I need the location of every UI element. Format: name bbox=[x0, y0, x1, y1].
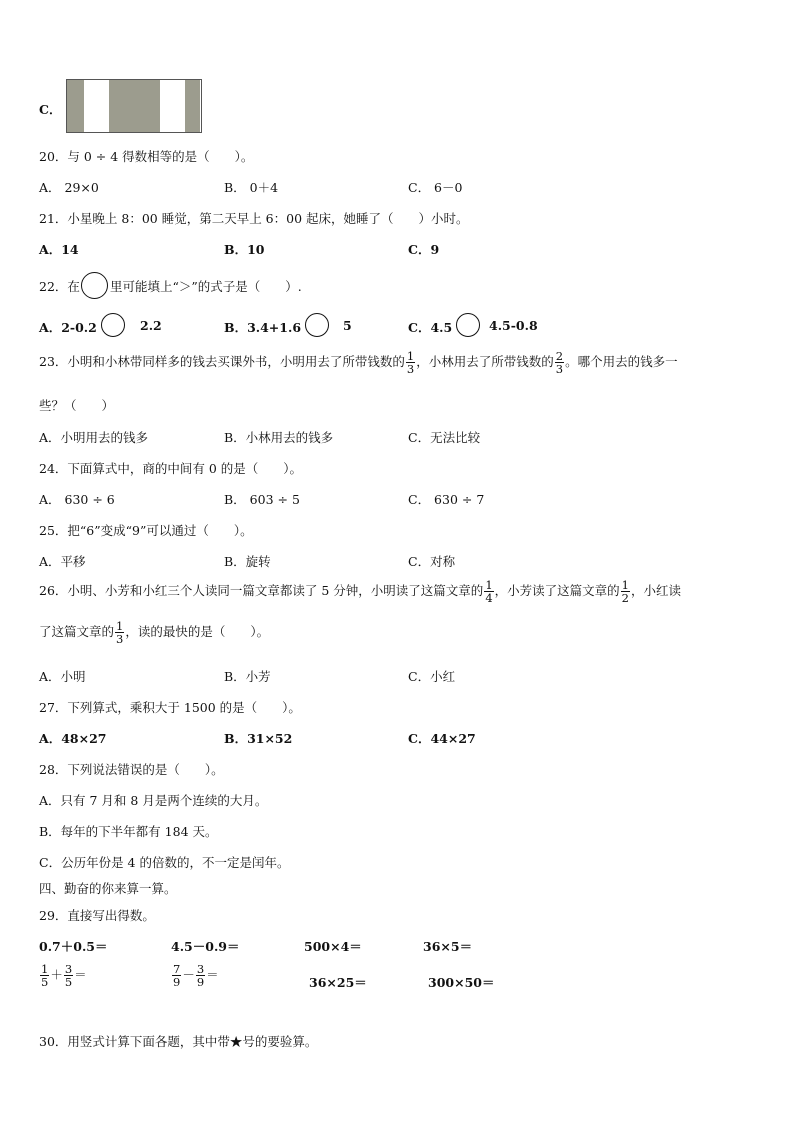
fraction-one-third: $\frac{1}{3}$ bbox=[406, 349, 415, 377]
bar-segment bbox=[67, 80, 84, 132]
q20-option-a[interactable]: A． 29×0 bbox=[39, 180, 99, 195]
shaded-bar-figure bbox=[66, 79, 202, 133]
q29-calc-5: $\frac{1}{5}$ ＋ $\frac{3}{5}$ ＝ bbox=[41, 962, 87, 990]
q22-option-c[interactable]: C．4.5 bbox=[408, 320, 453, 335]
q25-option-a[interactable]: A．平移 bbox=[39, 554, 86, 569]
section-4-title: 四、勤奋的你来算一算。 bbox=[39, 881, 177, 896]
q20-option-c[interactable]: C． 6－0 bbox=[408, 180, 463, 195]
q28-option-b[interactable]: B．每年的下半年都有 184 天。 bbox=[39, 824, 218, 839]
fraction-two-thirds: $\frac{2}{3}$ bbox=[555, 349, 564, 377]
question-29-stem: 29．直接写出得数。 bbox=[39, 908, 155, 923]
q24-option-c[interactable]: C． 630 ÷ 7 bbox=[408, 492, 485, 507]
question-24-stem: 24．下面算式中，商的中间有 0 的是（ ）。 bbox=[39, 461, 303, 476]
fraction-one-quarter: $\frac{1}{4}$ bbox=[485, 578, 493, 606]
q22-option-a-right: 2.2 bbox=[140, 318, 162, 333]
blank-circle-icon bbox=[81, 272, 108, 299]
q24-option-b[interactable]: B． 603 ÷ 5 bbox=[224, 492, 300, 507]
q29-calc-6: $\frac{7}{9}$ － $\frac{3}{9}$ ＝ bbox=[173, 962, 219, 990]
q26-option-b[interactable]: B．小芳 bbox=[224, 669, 271, 684]
bar-segment bbox=[160, 80, 185, 132]
bar-segment bbox=[185, 80, 200, 132]
bar-segment bbox=[109, 80, 160, 132]
blank-circle-icon bbox=[305, 313, 329, 337]
q23-option-a[interactable]: A．小明用去的钱多 bbox=[39, 430, 149, 445]
q27-option-a[interactable]: A．48×27 bbox=[39, 731, 107, 746]
q29-calc-2: 4.5－0.9＝ bbox=[171, 939, 240, 954]
q28-option-a[interactable]: A．只有 7 月和 8 月是两个连续的大月。 bbox=[39, 793, 268, 808]
bar-segment bbox=[84, 80, 109, 132]
q26-text-3: ，小红读 bbox=[630, 583, 681, 599]
q26-text-1: 26．小明、小芳和小红三个人读同一篇文章都读了 5 分钟，小明读了这篇文章的 bbox=[39, 583, 484, 599]
question-28-stem: 28．下列说法错误的是（ ）。 bbox=[39, 762, 224, 777]
q22-option-b-right: 5 bbox=[343, 318, 352, 333]
q27-option-b[interactable]: B．31×52 bbox=[224, 731, 293, 746]
question-20-stem: 20．与 0 ÷ 4 得数相等的是（ ）。 bbox=[39, 149, 254, 164]
question-22-stem-end: 里可能填上“＞”的式子是（ ）. bbox=[110, 279, 302, 294]
q29-calc-7: 36×25＝ bbox=[309, 975, 367, 990]
q22-option-c-right: 4.5-0.8 bbox=[489, 318, 538, 333]
q21-option-b[interactable]: B．10 bbox=[224, 242, 265, 257]
q23-option-c[interactable]: C．无法比较 bbox=[408, 430, 481, 445]
q29-calc-4: 36×5＝ bbox=[423, 939, 473, 954]
q26-text-4: 了这篇文章的 bbox=[39, 624, 115, 640]
q26-text-2: ，小芳读了这篇文章的 bbox=[494, 583, 620, 599]
blank-circle-icon bbox=[456, 313, 480, 337]
q23-text-3: 。哪个用去的钱多一 bbox=[565, 354, 678, 370]
q23-text-1: 23．小明和小林带同样多的钱去买课外书，小明用去了所带钱数的 bbox=[39, 354, 405, 370]
question-22-stem-start: 22．在 bbox=[39, 279, 80, 294]
q20-option-b[interactable]: B． 0＋4 bbox=[224, 180, 279, 195]
q23-text-2: ，小林用去了所带钱数的 bbox=[416, 354, 554, 370]
q29-calc-8: 300×50＝ bbox=[428, 975, 495, 990]
q21-option-c[interactable]: C．9 bbox=[408, 242, 440, 257]
q26-option-c[interactable]: C．小红 bbox=[408, 669, 456, 684]
q26-text-5: ，读的最快的是（ ）。 bbox=[125, 624, 270, 640]
question-25-stem: 25．把“6”变成“9”可以通过（ ）。 bbox=[39, 523, 253, 538]
q21-option-a[interactable]: A．14 bbox=[39, 242, 79, 257]
question-27-stem: 27．下列算式，乘积大于 1500 的是（ ）。 bbox=[39, 700, 301, 715]
q24-option-a[interactable]: A． 630 ÷ 6 bbox=[39, 492, 115, 507]
fraction-one-half: $\frac{1}{2}$ bbox=[621, 578, 629, 606]
question-21-stem: 21．小星晚上 8：00 睡觉，第二天早上 6：00 起床，她睡了（ ）小时。 bbox=[39, 211, 469, 226]
q29-calc-3: 500×4＝ bbox=[304, 939, 362, 954]
q23-option-b[interactable]: B．小林用去的钱多 bbox=[224, 430, 334, 445]
q28-option-c[interactable]: C．公历年份是 4 的倍数的，不一定是闰年。 bbox=[39, 855, 290, 870]
question-26-stem bbox=[39, 579, 681, 604]
option-c-label: C． bbox=[39, 102, 62, 117]
q25-option-b[interactable]: B．旋转 bbox=[224, 554, 271, 569]
question-23-stem bbox=[39, 350, 678, 375]
q25-option-c[interactable]: C．对称 bbox=[408, 554, 456, 569]
q29-calc-1: 0.7＋0.5＝ bbox=[39, 939, 108, 954]
q26-option-a[interactable]: A．小明 bbox=[39, 669, 86, 684]
fraction-one-third: $\frac{1}{3}$ bbox=[116, 619, 124, 647]
question-26-stem-line2 bbox=[39, 620, 269, 645]
question-30-stem: 30．用竖式计算下面各题，其中带★号的要验算。 bbox=[39, 1034, 318, 1049]
q22-option-a[interactable]: A．2-0.2 bbox=[39, 320, 97, 335]
question-23-stem-line2: 些？（ ） bbox=[39, 398, 115, 413]
blank-circle-icon bbox=[101, 313, 125, 337]
q27-option-c[interactable]: C．44×27 bbox=[408, 731, 476, 746]
q22-option-b[interactable]: B．3.4+1.6 bbox=[224, 320, 302, 335]
